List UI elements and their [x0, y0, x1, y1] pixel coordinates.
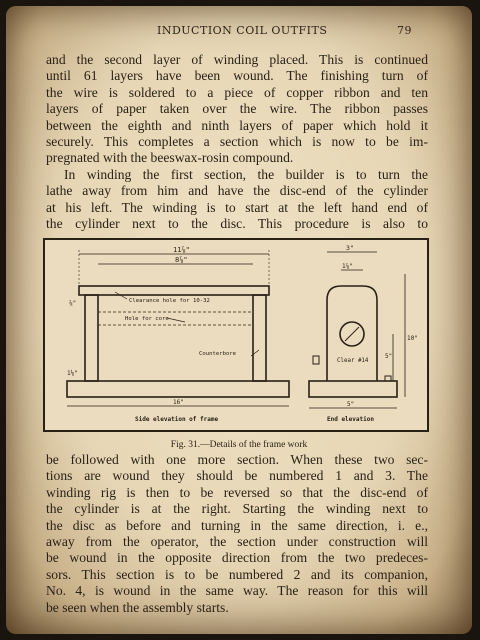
- text-line: tions are wound they should be numbered 1 and 3. The: [46, 468, 428, 484]
- dim-label: 11⅞": [173, 246, 190, 254]
- right-post: [253, 295, 266, 381]
- text-line: until 61 layers have been wound. The finishing turn of: [46, 68, 428, 84]
- text-line: at his left. The winding is to start at the left hand end of: [46, 199, 428, 215]
- text-line: layers of paper taken over the wire. The ribbon passes: [46, 101, 428, 117]
- text-line: winding rig is then to be reversed so that the disc-end of: [46, 484, 428, 500]
- text-line: sors. This section is to be numbered 2 and its companion,: [46, 566, 428, 582]
- left-post: [85, 295, 98, 381]
- technical-drawing: [45, 240, 427, 430]
- text-line: the disc as before and turning in the same direction, i. e.,: [46, 517, 428, 533]
- text-line: No. 4, is wound in the same way. The reason for this will: [46, 583, 428, 599]
- top-paragraph: [46, 52, 428, 232]
- dim-label: 3": [346, 244, 354, 252]
- frame-drawing: [43, 238, 429, 432]
- dim-label: 10": [407, 335, 418, 342]
- book-page: [6, 6, 472, 634]
- text-line: away from the operator, the section under construction will: [46, 534, 428, 550]
- text-line: securely. This completes a section which is now to be im-: [46, 134, 428, 150]
- base-board: [67, 381, 289, 397]
- end-elevation-title: End elevation: [327, 416, 374, 423]
- text-line: pregnated with the beeswax-rosin compound.: [46, 150, 294, 166]
- top-rail: [79, 286, 269, 295]
- dim-label: ⅞": [69, 300, 77, 307]
- bottom-paragraph: [46, 452, 428, 616]
- dim-label: 5": [385, 353, 393, 360]
- core-hole-label: Hole for core: [125, 316, 169, 322]
- clearance-label: Clearance hole for 10-32: [129, 298, 210, 304]
- text-line: and the second layer of winding placed. This is continued: [46, 52, 428, 67]
- text-line: the wire is soldered to a piece of copper ribbon and ten: [46, 84, 428, 100]
- text-line: the cylinder next to the disc. This procedure is also to: [46, 216, 428, 232]
- dim-label: 16": [173, 399, 184, 406]
- counterbore-label: Counterbore: [199, 351, 237, 357]
- page-number: 79: [397, 24, 412, 37]
- figure-caption: Fig. 31.—Details of the frame work: [170, 440, 308, 450]
- text-line: In winding the first section, the builder is to turn the: [64, 166, 428, 182]
- text-line: be seen when the assembly starts.: [46, 599, 229, 615]
- running-title: INDUCTION COIL OUTFITS: [157, 24, 328, 37]
- side-elevation-title: Side elevation of frame: [135, 416, 219, 423]
- dim-label: 5": [347, 401, 355, 408]
- end-base: [309, 381, 397, 397]
- text-line: between the eighth and ninth layers of paper which hold it: [46, 117, 428, 133]
- text-line: the cylinder is at the right. Starting the winding next to: [46, 501, 428, 517]
- text-line: be wound in the opposite direction from the two predeces-: [46, 550, 428, 566]
- dim-label: 1⅛": [67, 370, 78, 377]
- text-line: lathe away from him and have the disc-end of the cylinder: [46, 183, 428, 199]
- clear-label: Clear #14: [337, 358, 369, 364]
- text-line: be followed with one more section. When these two sec-: [46, 452, 428, 467]
- dim-label: 8⅞": [175, 256, 188, 264]
- dim-label: 1⅞": [342, 263, 353, 270]
